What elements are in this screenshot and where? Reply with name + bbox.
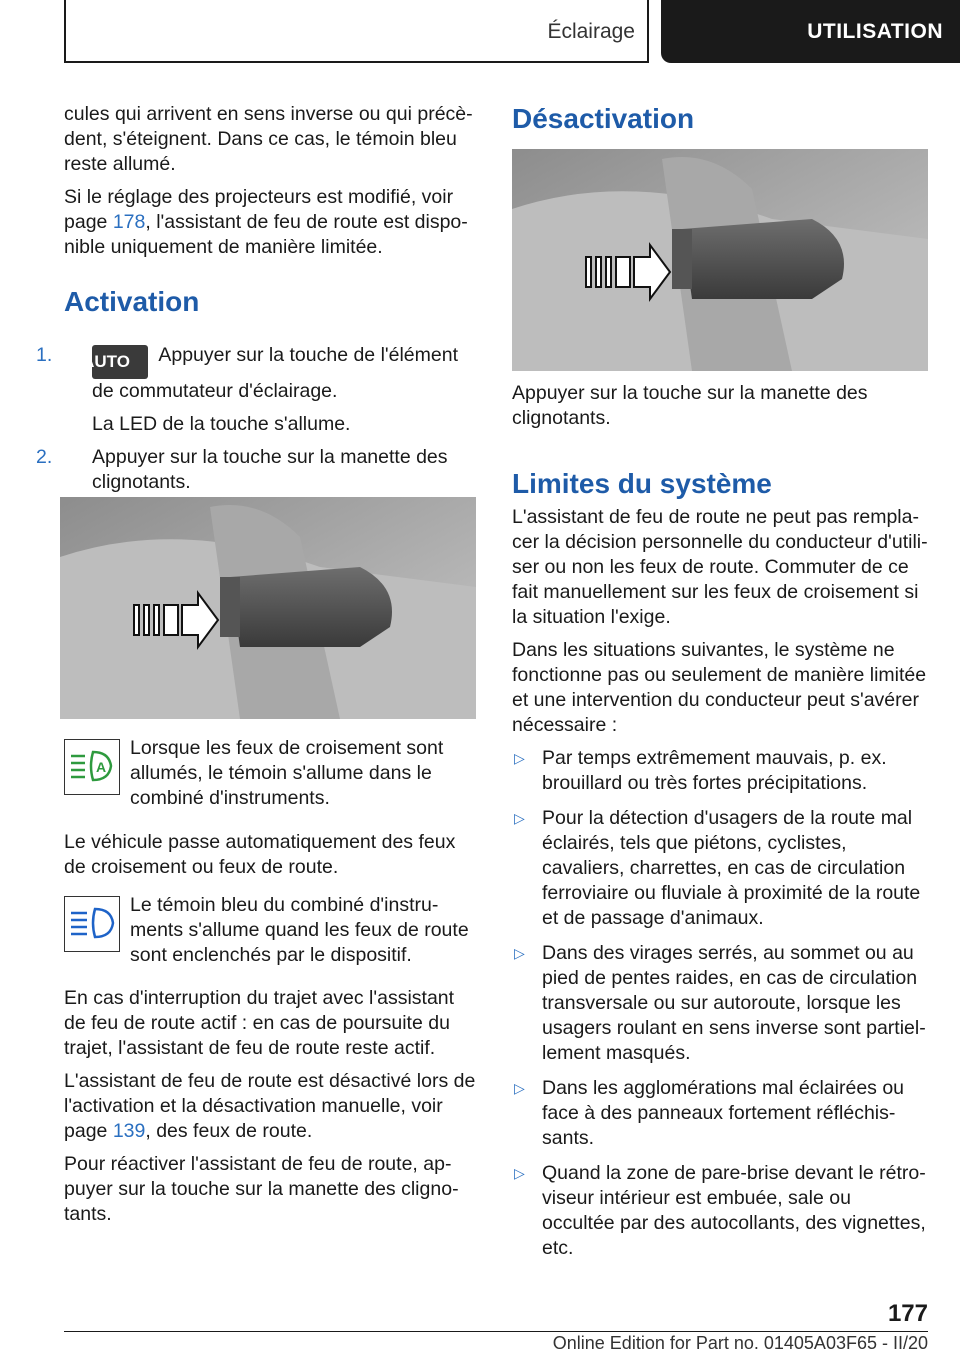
page-number: 177 (887, 1300, 928, 1327)
paragraph: En cas d'interruption du trajet avec l'assistant de feu de route actif : en cas de poursuite du trajet, l'assistant de feu de route reste actif. (64, 987, 455, 1059)
left-column-bottom (64, 986, 476, 1235)
section-title: Éclairage (547, 19, 635, 43)
list-item (512, 1161, 928, 1261)
triangle-bullet-icon: ▷ (514, 750, 525, 766)
note-high-beam: Le témoin bleu du combiné d'instruments s'allume quand les feux de route sont enclenchés par le dispositif. (130, 894, 469, 966)
footer-divider (64, 1331, 928, 1332)
paragraph: Dans les situations suivantes, le système ne fonctionne pas ou seulement de manière limitée et une intervention du conducteur peut s'avérer nécessaire : (512, 639, 927, 736)
stalk-photo-activation (60, 497, 476, 719)
paragraph: L'assistant de feu de route ne peut pas remplacer la décision personnelle du conducteur d'utiliser ou non les feux de route. Commuter de ce fait manuellement sur les feux de croisement si la situation l'exige. (512, 506, 928, 628)
paragraph: Pour réactiver l'assistant de feu de route, appuyer sur la touche sur la manette des clignotants. (64, 1153, 459, 1225)
limits-text (512, 505, 928, 1271)
paragraph: Appuyer sur la touche sur la manette des clignotants. (512, 382, 868, 429)
svg-text:A: A (96, 759, 107, 775)
list-item (512, 1076, 928, 1151)
triangle-bullet-icon: ▷ (514, 1165, 525, 1181)
list-item-text: Dans des virages serrés, au sommet ou au pied de pentes raides, en cas de circulation transversale ou sur autoroute, lorsque les usagers roulant en sens inverse sont partiellement masqués. (542, 942, 926, 1064)
paragraph: cules qui arrivent en sens inverse ou qui précèdent, s'éteignent. Dans ce cas, le témoin bleu reste allumé. (64, 103, 473, 175)
step-1-sub: La LED de la touche s'allume. (92, 413, 351, 435)
paragraph-with-link: L'assistant de feu de route est désactivé lors de l'activation et la désactivation manuelle, voir page 139, des feux de route. (64, 1070, 476, 1142)
triangle-bullet-icon: ▷ (514, 810, 525, 826)
list-item (512, 941, 928, 1066)
step-2: 2. Appuyer sur la touche sur la manette des clignotants. (36, 446, 448, 493)
paragraph-with-link: Si le réglage des projecteurs est modifié, voir page 178, l'assistant de feu de route est disponible uniquement de manière limitée. (64, 186, 468, 258)
turn-signal-stalk-illustration (512, 149, 928, 371)
deactivation-heading: Désactivation (512, 103, 695, 134)
auto-button-icon: AUTO (92, 345, 148, 379)
high-beam-indicator-icon (64, 896, 120, 952)
list-item-text: Dans les agglomérations mal éclairées ou face à des panneaux fortement réfléchissants. (542, 1077, 905, 1149)
low-beam-indicator-icon (64, 739, 120, 795)
activation-steps (36, 343, 476, 503)
activation-heading: Activation (64, 286, 200, 317)
triangle-bullet-icon: ▷ (514, 945, 525, 961)
stalk-photo-deactivation (512, 149, 928, 371)
note-low-beam: Lorsque les feux de croisement sont allumés, le témoin s'allume dans le combiné d'instruments. (130, 737, 444, 809)
page-link-139[interactable]: 139 (112, 1120, 146, 1142)
chapter-title: UTILISATION (807, 19, 943, 43)
page-link-178[interactable]: 178 (112, 211, 146, 233)
list-item (512, 746, 928, 796)
left-column-top (64, 102, 476, 268)
list-item (512, 806, 928, 931)
limits-heading: Limites du système (512, 468, 772, 499)
edition-footer: Online Edition for Part no. 01405A03F65 - II/20 (552, 1333, 928, 1353)
step-1: 1. AUTO Appuyer sur la touche de l'élément de commutateur d'éclairage. (36, 344, 458, 402)
paragraph: Le véhicule passe automatiquement des feux de croisement ou feux de route. (64, 831, 456, 878)
triangle-bullet-icon: ▷ (514, 1080, 525, 1096)
list-item-text: Quand la zone de pare-brise devant le rétroviseur intérieur est embuée, sale ou occultée par des autocollants, des vignettes, etc. (542, 1162, 926, 1259)
list-item-text: Par temps extrêmement mauvais, p. ex. brouillard ou très fortes précipitations. (542, 747, 887, 794)
turn-signal-stalk-illustration (60, 497, 476, 719)
limitations-list (512, 746, 928, 1261)
list-item-text: Pour la détection d'usagers de la route mal éclairés, tels que piétons, cyclistes, cavaliers, charrettes, en cas de circulation ferroviaire ou fluviale à proximité de la route et de passage d'animaux. (542, 807, 921, 929)
